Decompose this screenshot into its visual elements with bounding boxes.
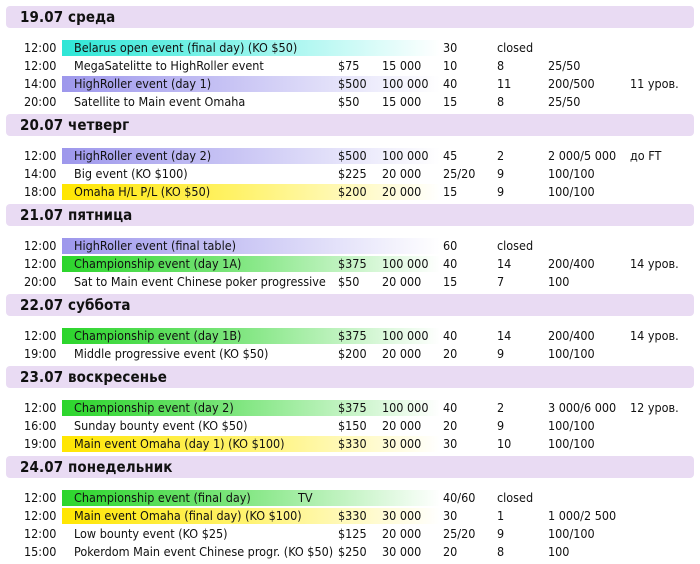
event-level-count: 9 <box>497 346 505 361</box>
day-header <box>6 456 694 478</box>
event-levels: 25/20 <box>443 166 476 181</box>
event-buyin: $500 <box>338 148 367 163</box>
event-stack: 20 000 <box>382 274 422 289</box>
event-name: Championship event (final day) <box>74 490 251 505</box>
event-levels: 20 <box>443 544 458 559</box>
event-levels: 15 <box>443 274 458 289</box>
event-buyin: $375 <box>338 400 367 415</box>
event-row <box>0 238 700 256</box>
event-levels: 30 <box>443 508 458 523</box>
event-note: 11 уров. <box>630 76 679 91</box>
event-name: MegaSatelitte to HighRoller event <box>74 58 264 73</box>
event-note: до FT <box>630 148 662 163</box>
event-row <box>0 76 700 94</box>
event-blinds: 100/100 <box>548 418 595 433</box>
event-time: 18:00 <box>24 184 57 199</box>
event-buyin: $50 <box>338 94 360 109</box>
event-level-count: 9 <box>497 166 505 181</box>
event-name: Main event Omaha (final day) (KO $100) <box>74 508 302 523</box>
day-header-label: 19.07 среда <box>20 8 116 26</box>
event-level-count: closed <box>497 490 534 505</box>
event-level-count: closed <box>497 40 534 55</box>
day-header <box>6 204 694 226</box>
event-levels: 40 <box>443 76 458 91</box>
day-header <box>6 366 694 388</box>
event-buyin: $150 <box>338 418 367 433</box>
event-stack: 20 000 <box>382 184 422 199</box>
event-row <box>0 508 700 526</box>
event-name: Satellite to Main event Omaha <box>74 94 246 109</box>
event-levels: 40 <box>443 256 458 271</box>
event-name: Sunday bounty event (KO $50) <box>74 418 248 433</box>
event-row <box>0 436 700 454</box>
event-time: 12:00 <box>24 40 57 55</box>
event-name: Sat to Main event Chinese poker progressive <box>74 274 326 289</box>
event-stack: 100 000 <box>382 76 429 91</box>
day-header <box>6 114 694 136</box>
event-stack: 30 000 <box>382 436 422 451</box>
event-buyin: $330 <box>338 436 367 451</box>
event-level-count: 14 <box>497 256 512 271</box>
event-blinds: 3 000/6 000 <box>548 400 617 415</box>
event-levels: 60 <box>443 238 458 253</box>
event-name: HighRoller event (final table) <box>74 238 237 253</box>
event-stack: 30 000 <box>382 544 422 559</box>
event-note: 14 уров. <box>630 256 679 271</box>
event-stack: 30 000 <box>382 508 422 523</box>
event-name: Big event (KO $100) <box>74 166 188 181</box>
event-levels: 15 <box>443 94 458 109</box>
event-buyin: $375 <box>338 328 367 343</box>
event-blinds: 100/100 <box>548 436 595 451</box>
event-note: 12 уров. <box>630 400 679 415</box>
event-time: 14:00 <box>24 166 57 181</box>
event-row <box>0 418 700 436</box>
event-row <box>0 94 700 112</box>
event-stack: 100 000 <box>382 148 429 163</box>
event-name: HighRoller event (day 2) <box>74 148 212 163</box>
event-level-count: 8 <box>497 544 505 559</box>
event-row <box>0 148 700 166</box>
event-buyin: $200 <box>338 184 367 199</box>
event-row <box>0 256 700 274</box>
event-name: Championship event (day 2) <box>74 400 234 415</box>
event-level-count: 14 <box>497 328 512 343</box>
event-time: 19:00 <box>24 346 57 361</box>
event-stack: 100 000 <box>382 400 429 415</box>
event-level-count: 7 <box>497 274 505 289</box>
event-blinds: 200/400 <box>548 328 595 343</box>
event-name: Omaha H/L P/L (KO $50) <box>74 184 211 199</box>
event-level-count: 2 <box>497 400 505 415</box>
event-level-count: 8 <box>497 58 505 73</box>
event-blinds: 1 000/2 500 <box>548 508 617 523</box>
event-name: Low bounty event (KO $25) <box>74 526 228 541</box>
event-level-count: 1 <box>497 508 505 523</box>
event-name: Pokerdom Main event Chinese progr. (KO $50) <box>74 544 334 559</box>
event-row <box>0 490 700 508</box>
event-row <box>0 526 700 544</box>
event-levels: 25/20 <box>443 526 476 541</box>
event-levels: 10 <box>443 58 458 73</box>
event-name: Championship event (day 1B) <box>74 328 242 343</box>
event-name: Belarus open event (final day) (KO $50) <box>74 40 298 55</box>
event-row <box>0 274 700 292</box>
event-note: 14 уров. <box>630 328 679 343</box>
event-buyin: $50 <box>338 274 360 289</box>
event-stack: 20 000 <box>382 418 422 433</box>
event-level-count: 9 <box>497 184 505 199</box>
event-row <box>0 166 700 184</box>
event-levels: 40 <box>443 400 458 415</box>
event-blinds: 100 <box>548 544 570 559</box>
event-blinds: 25/50 <box>548 94 581 109</box>
event-stack: 15 000 <box>382 58 422 73</box>
event-time: 12:00 <box>24 148 57 163</box>
event-level-count: 9 <box>497 526 505 541</box>
day-header-label: 23.07 воскресенье <box>20 368 168 386</box>
event-stack: 100 000 <box>382 328 429 343</box>
event-blinds: 200/500 <box>548 76 595 91</box>
event-time: 12:00 <box>24 400 57 415</box>
event-blinds: 25/50 <box>548 58 581 73</box>
event-stack: 15 000 <box>382 94 422 109</box>
event-time: 20:00 <box>24 274 57 289</box>
event-time: 12:00 <box>24 58 57 73</box>
event-buyin: $125 <box>338 526 367 541</box>
event-time: 15:00 <box>24 544 57 559</box>
event-row <box>0 544 700 562</box>
event-blinds: 100 <box>548 274 570 289</box>
event-buyin: $375 <box>338 256 367 271</box>
event-buyin: $330 <box>338 508 367 523</box>
event-level-count: 8 <box>497 94 505 109</box>
event-row <box>0 184 700 202</box>
event-levels: 20 <box>443 346 458 361</box>
event-levels: 30 <box>443 40 458 55</box>
event-blinds: 100/100 <box>548 526 595 541</box>
event-levels: 20 <box>443 418 458 433</box>
event-blinds: 100/100 <box>548 346 595 361</box>
day-header <box>6 294 694 316</box>
event-time: 12:00 <box>24 526 57 541</box>
event-levels: 40/60 <box>443 490 476 505</box>
event-buyin: $75 <box>338 58 360 73</box>
event-time: 20:00 <box>24 94 57 109</box>
event-time: 12:00 <box>24 490 57 505</box>
event-stack: 20 000 <box>382 526 422 541</box>
event-time: 12:00 <box>24 508 57 523</box>
event-blinds: 100/100 <box>548 184 595 199</box>
event-buyin: $500 <box>338 76 367 91</box>
day-header-label: 24.07 понедельник <box>20 458 173 476</box>
event-row <box>0 58 700 76</box>
event-time: 16:00 <box>24 418 57 433</box>
day-header <box>6 6 694 28</box>
event-time: 19:00 <box>24 436 57 451</box>
event-level-count: 10 <box>497 436 512 451</box>
event-levels: 15 <box>443 184 458 199</box>
event-name: HighRoller event (day 1) <box>74 76 212 91</box>
event-name: Championship event (day 1A) <box>74 256 242 271</box>
event-name: Main event Omaha (day 1) (KO $100) <box>74 436 285 451</box>
event-level-count: closed <box>497 238 534 253</box>
event-time: 14:00 <box>24 76 57 91</box>
event-stack: 100 000 <box>382 256 429 271</box>
event-row <box>0 400 700 418</box>
event-blinds: 100/100 <box>548 166 595 181</box>
event-levels: 40 <box>443 328 458 343</box>
event-row <box>0 328 700 346</box>
event-time: 12:00 <box>24 238 57 253</box>
event-levels: 30 <box>443 436 458 451</box>
event-stack: 20 000 <box>382 166 422 181</box>
event-buyin: $250 <box>338 544 367 559</box>
event-level-count: 9 <box>497 418 505 433</box>
event-level-count: 11 <box>497 76 512 91</box>
day-header-label: 22.07 суббота <box>20 296 131 314</box>
event-time: 12:00 <box>24 328 57 343</box>
event-levels: 45 <box>443 148 458 163</box>
tv-badge: TV <box>298 490 313 505</box>
event-stack: 20 000 <box>382 346 422 361</box>
day-header-label: 21.07 пятница <box>20 206 133 224</box>
event-buyin: $200 <box>338 346 367 361</box>
event-row <box>0 40 700 58</box>
event-time: 12:00 <box>24 256 57 271</box>
event-buyin: $225 <box>338 166 367 181</box>
event-blinds: 200/400 <box>548 256 595 271</box>
event-blinds: 2 000/5 000 <box>548 148 617 163</box>
event-row <box>0 346 700 364</box>
event-name: Middle progressive event (KO $50) <box>74 346 269 361</box>
day-header-label: 20.07 четверг <box>20 116 130 134</box>
event-level-count: 2 <box>497 148 505 163</box>
